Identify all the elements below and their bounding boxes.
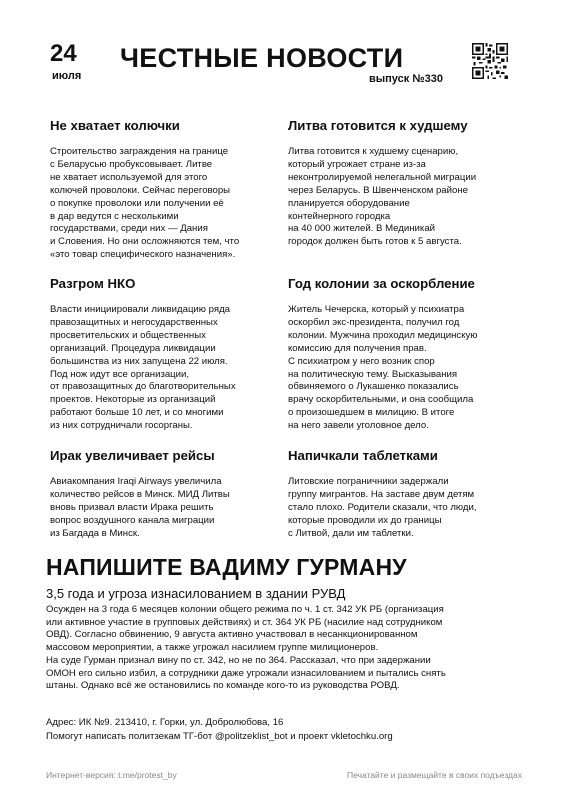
qr-code-icon[interactable] bbox=[472, 43, 508, 79]
article-title: Год колонии за оскорбление bbox=[288, 276, 475, 291]
feature-text: Осужден на 3 года 6 месяцев колонии общего режима по ч. 1 ст. 342 УК РБ (организация или активное участие в групповых действиях) и ст. 364 УК РБ (насилие над сотрудником ОВД). Согласно обвинению, 9 августа активно участвовал в несанкционированном массовом мероприятии, а также угрожал насилием группе милиционеров. На суде Гурман признал вину по ст. 342, но не по 364. Рассказал, что при задержании ОМОН его сильно избил, а сотрудники даже угрожали изнасилованием и пытались снять штаны. Однако всё же остановились по команде кого-то из руководства РОВД. bbox=[46, 604, 446, 692]
footer-online-version[interactable]: Интернет-версия: t.me/protest_by bbox=[46, 770, 177, 780]
article-text: Литовские пограничники задержали группу мигрантов. На заставе двум детям стало плохо. Родители сказали, что люди, которые проводили их до границы с Литвой, дали им таблетки. bbox=[288, 476, 477, 539]
article-title: Литва готовится к худшему bbox=[288, 118, 468, 133]
article-pills bbox=[288, 448, 516, 541]
feature-subtitle: 3,5 года и угроза изнасилованием в здании РУВД bbox=[46, 586, 346, 601]
article-title: Не хватает колючки bbox=[50, 118, 180, 133]
article-text: Строительство заграждения на границе с Беларусью пробуксовывает. Литве не хватает используемой для этого колючей проволоки. Сейчас переговоры о покупке проволоки или получении её в дар ведутся с несколькими государствами, среди них — Дания и Словения. Но они осложняются тем, что «это товар специфического назначения». bbox=[50, 146, 240, 261]
article-colony-insult bbox=[288, 276, 516, 433]
article-text: Житель Чечерска, который у психиатра оскорбил экс-президента, получил год колонии. Мужчина проходил медицинскую комиссию для получения прав. С психиатром у него возник спор на политическую тему. Высказывания обвиняемого о Лукашенко показались врачу оскорбительными, и она сообщила о произошедшем в милицию. В итоге на него завели уголовное дело. bbox=[288, 304, 478, 432]
article-text: Литва готовится к худшему сценарию, который угрожает стране из-за неконтролируемой нелегальной миграции через Беларусь. В Швенченском районе планируется оборудование контейнерного городка на 40 000 жителей. В Мединикай городок должен быть готов к 5 августа. bbox=[288, 146, 477, 248]
article-title: Ирак увеличивает рейсы bbox=[50, 448, 215, 463]
article-text: Власти инициировали ликвидацию ряда правозащитных и негосударственных просветительских и общественных организаций. Процедура ликвидации большинства из них запущена 22 июля. Под нож идут все организации, от правозащитных до благотворительных проектов. Некоторые из организаций работают больше 10 лет, и со многими из них сотрудничали госорганы. bbox=[50, 304, 236, 432]
article-iraq-flights bbox=[50, 448, 278, 541]
article-barbed-wire bbox=[50, 118, 278, 262]
article-title: Разгром НКО bbox=[50, 276, 136, 291]
masthead bbox=[50, 40, 520, 86]
date-day: 24 bbox=[50, 40, 77, 67]
feature-title: НАПИШИТЕ ВАДИМУ ГУРМАНУ bbox=[46, 554, 407, 580]
article-text: Авиакомпания Iraqi Airways увеличила количество рейсов в Минск. МИД Литвы вновь призвал власти Ирака решить вопрос воздушного канала миграции из Багдада в Минск. bbox=[50, 476, 230, 539]
newspaper-title: ЧЕСТНЫЕ НОВОСТИ bbox=[120, 43, 404, 73]
issue-number: выпуск №330 bbox=[369, 73, 443, 85]
date-month: июля bbox=[52, 70, 82, 82]
feature-address: Адрес: ИК №9. 213410, г. Горки, ул. Добролюбова, 16 Помогут написать политзекам ТГ-бот @politzeklist_bot и проект vkletochku.org bbox=[46, 717, 393, 742]
footer-print-note: Печатайте и размещайте в своих подъездах bbox=[346, 770, 522, 780]
article-title: Напичкали таблетками bbox=[288, 448, 438, 463]
article-ngo-crackdown bbox=[50, 276, 278, 433]
article-lithuania-prepares bbox=[288, 118, 516, 249]
